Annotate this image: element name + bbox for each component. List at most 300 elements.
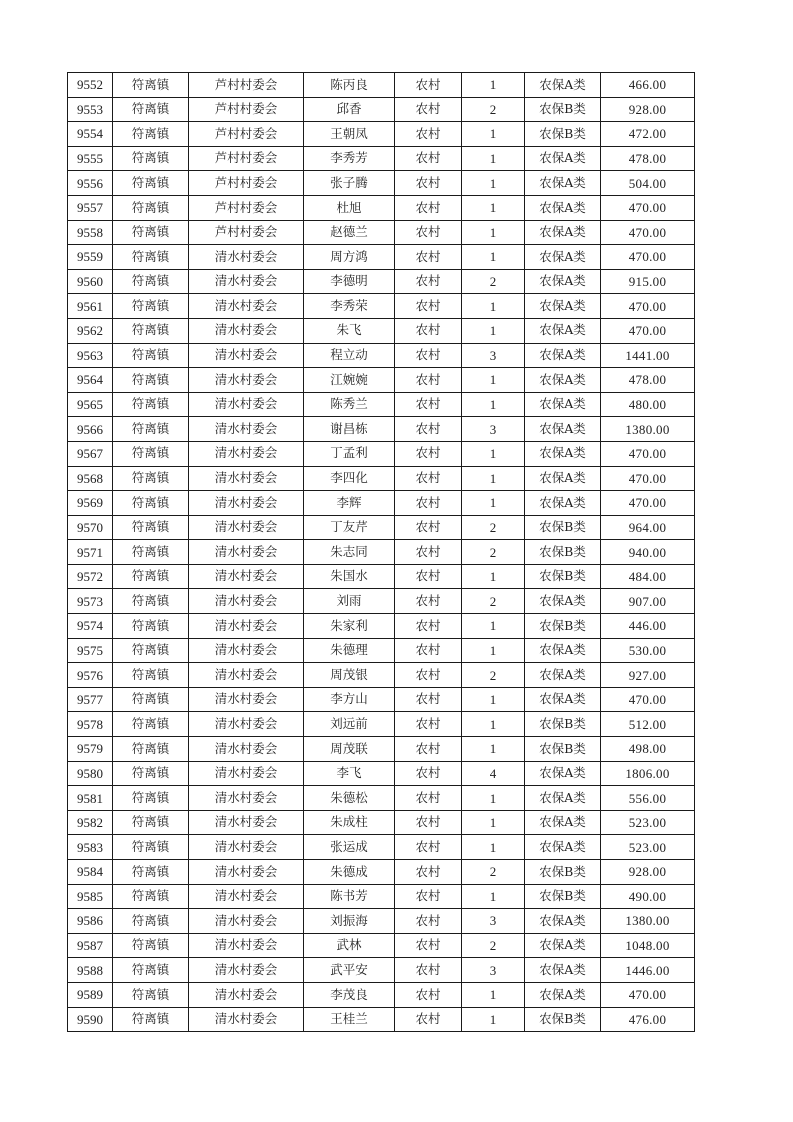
cell-amount: 480.00 bbox=[601, 392, 695, 417]
cell-name: 杜旭 bbox=[304, 195, 395, 220]
cell-category: 农保A类 bbox=[525, 958, 601, 983]
cell-town: 符离镇 bbox=[113, 220, 189, 245]
cell-household-count: 2 bbox=[462, 540, 525, 565]
cell-village: 清水村委会 bbox=[189, 343, 304, 368]
cell-id: 9559 bbox=[68, 245, 113, 270]
cell-type: 农村 bbox=[395, 1007, 462, 1032]
cell-id: 9570 bbox=[68, 515, 113, 540]
cell-id: 9577 bbox=[68, 687, 113, 712]
cell-household-count: 1 bbox=[462, 614, 525, 639]
cell-amount: 928.00 bbox=[601, 860, 695, 885]
cell-name: 王朝凤 bbox=[304, 122, 395, 147]
table-row bbox=[68, 982, 695, 1007]
cell-household-count: 1 bbox=[462, 318, 525, 343]
cell-household-count: 1 bbox=[462, 171, 525, 196]
cell-amount: 1446.00 bbox=[601, 958, 695, 983]
cell-type: 农村 bbox=[395, 392, 462, 417]
cell-village: 清水村委会 bbox=[189, 441, 304, 466]
cell-category: 农保A类 bbox=[525, 835, 601, 860]
cell-name: 丁友芹 bbox=[304, 515, 395, 540]
table-row bbox=[68, 269, 695, 294]
cell-village: 清水村委会 bbox=[189, 761, 304, 786]
cell-type: 农村 bbox=[395, 540, 462, 565]
cell-category: 农保A类 bbox=[525, 171, 601, 196]
cell-amount: 470.00 bbox=[601, 982, 695, 1007]
cell-village: 清水村委会 bbox=[189, 786, 304, 811]
cell-name: 李茂良 bbox=[304, 982, 395, 1007]
cell-village: 芦村村委会 bbox=[189, 195, 304, 220]
cell-town: 符离镇 bbox=[113, 958, 189, 983]
cell-id: 9556 bbox=[68, 171, 113, 196]
cell-id: 9563 bbox=[68, 343, 113, 368]
cell-category: 农保A类 bbox=[525, 687, 601, 712]
cell-amount: 470.00 bbox=[601, 220, 695, 245]
cell-household-count: 2 bbox=[462, 663, 525, 688]
table-row bbox=[68, 318, 695, 343]
cell-category: 农保A类 bbox=[525, 589, 601, 614]
cell-type: 农村 bbox=[395, 368, 462, 393]
cell-name: 邱香 bbox=[304, 97, 395, 122]
cell-name: 丁孟利 bbox=[304, 441, 395, 466]
cell-category: 农保A类 bbox=[525, 491, 601, 516]
cell-type: 农村 bbox=[395, 884, 462, 909]
cell-village: 清水村委会 bbox=[189, 958, 304, 983]
cell-type: 农村 bbox=[395, 638, 462, 663]
cell-amount: 470.00 bbox=[601, 491, 695, 516]
cell-id: 9588 bbox=[68, 958, 113, 983]
cell-name: 李辉 bbox=[304, 491, 395, 516]
cell-category: 农保A类 bbox=[525, 909, 601, 934]
cell-type: 农村 bbox=[395, 515, 462, 540]
cell-id: 9587 bbox=[68, 933, 113, 958]
cell-household-count: 1 bbox=[462, 884, 525, 909]
cell-type: 农村 bbox=[395, 97, 462, 122]
cell-type: 农村 bbox=[395, 589, 462, 614]
table-row bbox=[68, 220, 695, 245]
cell-town: 符离镇 bbox=[113, 589, 189, 614]
cell-amount: 964.00 bbox=[601, 515, 695, 540]
cell-name: 李方山 bbox=[304, 687, 395, 712]
cell-category: 农保A类 bbox=[525, 933, 601, 958]
cell-type: 农村 bbox=[395, 122, 462, 147]
cell-household-count: 1 bbox=[462, 195, 525, 220]
cell-name: 朱德松 bbox=[304, 786, 395, 811]
table-row bbox=[68, 343, 695, 368]
cell-name: 李四化 bbox=[304, 466, 395, 491]
cell-id: 9578 bbox=[68, 712, 113, 737]
cell-amount: 470.00 bbox=[601, 294, 695, 319]
cell-name: 武林 bbox=[304, 933, 395, 958]
cell-amount: 470.00 bbox=[601, 466, 695, 491]
cell-village: 清水村委会 bbox=[189, 687, 304, 712]
cell-amount: 1380.00 bbox=[601, 909, 695, 934]
cell-name: 朱国水 bbox=[304, 564, 395, 589]
cell-category: 农保A类 bbox=[525, 294, 601, 319]
cell-village: 清水村委会 bbox=[189, 540, 304, 565]
cell-village: 芦村村委会 bbox=[189, 122, 304, 147]
cell-amount: 470.00 bbox=[601, 318, 695, 343]
table-row bbox=[68, 737, 695, 762]
table-row bbox=[68, 1007, 695, 1032]
cell-id: 9580 bbox=[68, 761, 113, 786]
cell-town: 符离镇 bbox=[113, 245, 189, 270]
cell-town: 符离镇 bbox=[113, 195, 189, 220]
table-row bbox=[68, 860, 695, 885]
cell-type: 农村 bbox=[395, 810, 462, 835]
cell-household-count: 1 bbox=[462, 687, 525, 712]
table-row bbox=[68, 540, 695, 565]
cell-village: 清水村委会 bbox=[189, 860, 304, 885]
cell-town: 符离镇 bbox=[113, 663, 189, 688]
cell-town: 符离镇 bbox=[113, 318, 189, 343]
cell-category: 农保B类 bbox=[525, 515, 601, 540]
cell-id: 9566 bbox=[68, 417, 113, 442]
table-row bbox=[68, 392, 695, 417]
cell-category: 农保A类 bbox=[525, 392, 601, 417]
beneficiary-table bbox=[67, 72, 695, 1032]
cell-category: 农保A类 bbox=[525, 146, 601, 171]
cell-household-count: 3 bbox=[462, 417, 525, 442]
cell-amount: 470.00 bbox=[601, 195, 695, 220]
cell-type: 农村 bbox=[395, 909, 462, 934]
table-row bbox=[68, 417, 695, 442]
cell-id: 9572 bbox=[68, 564, 113, 589]
cell-name: 江婉婉 bbox=[304, 368, 395, 393]
cell-type: 农村 bbox=[395, 417, 462, 442]
cell-id: 9576 bbox=[68, 663, 113, 688]
cell-category: 农保A类 bbox=[525, 220, 601, 245]
cell-id: 9574 bbox=[68, 614, 113, 639]
cell-amount: 504.00 bbox=[601, 171, 695, 196]
cell-village: 芦村村委会 bbox=[189, 73, 304, 98]
cell-town: 符离镇 bbox=[113, 1007, 189, 1032]
cell-category: 农保A类 bbox=[525, 810, 601, 835]
cell-id: 9562 bbox=[68, 318, 113, 343]
cell-village: 清水村委会 bbox=[189, 294, 304, 319]
cell-village: 清水村委会 bbox=[189, 318, 304, 343]
cell-category: 农保A类 bbox=[525, 663, 601, 688]
table-row bbox=[68, 122, 695, 147]
cell-id: 9553 bbox=[68, 97, 113, 122]
cell-household-count: 2 bbox=[462, 269, 525, 294]
cell-type: 农村 bbox=[395, 737, 462, 762]
cell-household-count: 3 bbox=[462, 909, 525, 934]
cell-name: 李秀荣 bbox=[304, 294, 395, 319]
cell-household-count: 1 bbox=[462, 368, 525, 393]
cell-amount: 556.00 bbox=[601, 786, 695, 811]
cell-amount: 907.00 bbox=[601, 589, 695, 614]
cell-type: 农村 bbox=[395, 712, 462, 737]
cell-id: 9557 bbox=[68, 195, 113, 220]
cell-household-count: 2 bbox=[462, 860, 525, 885]
cell-name: 朱家利 bbox=[304, 614, 395, 639]
cell-village: 芦村村委会 bbox=[189, 220, 304, 245]
cell-town: 符离镇 bbox=[113, 884, 189, 909]
cell-household-count: 1 bbox=[462, 982, 525, 1007]
cell-amount: 940.00 bbox=[601, 540, 695, 565]
cell-category: 农保B类 bbox=[525, 884, 601, 909]
cell-town: 符离镇 bbox=[113, 146, 189, 171]
cell-amount: 523.00 bbox=[601, 810, 695, 835]
cell-type: 农村 bbox=[395, 614, 462, 639]
table-body bbox=[68, 73, 695, 1032]
cell-id: 9568 bbox=[68, 466, 113, 491]
table-row bbox=[68, 368, 695, 393]
cell-type: 农村 bbox=[395, 318, 462, 343]
cell-name: 谢昌栋 bbox=[304, 417, 395, 442]
table-row bbox=[68, 73, 695, 98]
table-row bbox=[68, 614, 695, 639]
cell-category: 农保A类 bbox=[525, 761, 601, 786]
cell-town: 符离镇 bbox=[113, 614, 189, 639]
cell-village: 清水村委会 bbox=[189, 712, 304, 737]
cell-category: 农保A类 bbox=[525, 466, 601, 491]
table-row bbox=[68, 712, 695, 737]
table-row bbox=[68, 589, 695, 614]
cell-id: 9586 bbox=[68, 909, 113, 934]
cell-id: 9589 bbox=[68, 982, 113, 1007]
cell-town: 符离镇 bbox=[113, 392, 189, 417]
table-row bbox=[68, 564, 695, 589]
cell-village: 清水村委会 bbox=[189, 417, 304, 442]
cell-household-count: 1 bbox=[462, 73, 525, 98]
cell-type: 农村 bbox=[395, 146, 462, 171]
cell-household-count: 1 bbox=[462, 122, 525, 147]
table-row bbox=[68, 786, 695, 811]
cell-household-count: 1 bbox=[462, 810, 525, 835]
cell-household-count: 1 bbox=[462, 564, 525, 589]
cell-type: 农村 bbox=[395, 220, 462, 245]
cell-id: 9571 bbox=[68, 540, 113, 565]
cell-household-count: 1 bbox=[462, 835, 525, 860]
cell-amount: 915.00 bbox=[601, 269, 695, 294]
cell-household-count: 1 bbox=[462, 441, 525, 466]
cell-amount: 927.00 bbox=[601, 663, 695, 688]
cell-amount: 466.00 bbox=[601, 73, 695, 98]
cell-town: 符离镇 bbox=[113, 810, 189, 835]
table-row bbox=[68, 441, 695, 466]
cell-category: 农保B类 bbox=[525, 540, 601, 565]
cell-amount: 1380.00 bbox=[601, 417, 695, 442]
cell-category: 农保A类 bbox=[525, 245, 601, 270]
cell-household-count: 1 bbox=[462, 737, 525, 762]
cell-category: 农保B类 bbox=[525, 737, 601, 762]
cell-amount: 472.00 bbox=[601, 122, 695, 147]
cell-category: 农保B类 bbox=[525, 122, 601, 147]
cell-name: 刘振海 bbox=[304, 909, 395, 934]
cell-type: 农村 bbox=[395, 687, 462, 712]
cell-town: 符离镇 bbox=[113, 540, 189, 565]
cell-id: 9561 bbox=[68, 294, 113, 319]
cell-category: 农保A类 bbox=[525, 786, 601, 811]
cell-household-count: 3 bbox=[462, 343, 525, 368]
cell-household-count: 2 bbox=[462, 589, 525, 614]
cell-amount: 498.00 bbox=[601, 737, 695, 762]
cell-name: 程立动 bbox=[304, 343, 395, 368]
cell-id: 9585 bbox=[68, 884, 113, 909]
cell-town: 符离镇 bbox=[113, 687, 189, 712]
cell-town: 符离镇 bbox=[113, 171, 189, 196]
cell-id: 9584 bbox=[68, 860, 113, 885]
cell-type: 农村 bbox=[395, 958, 462, 983]
cell-name: 周方鸿 bbox=[304, 245, 395, 270]
cell-type: 农村 bbox=[395, 195, 462, 220]
cell-village: 芦村村委会 bbox=[189, 146, 304, 171]
cell-amount: 470.00 bbox=[601, 441, 695, 466]
cell-category: 农保A类 bbox=[525, 195, 601, 220]
cell-type: 农村 bbox=[395, 245, 462, 270]
cell-name: 朱德理 bbox=[304, 638, 395, 663]
cell-household-count: 1 bbox=[462, 245, 525, 270]
cell-category: 农保A类 bbox=[525, 318, 601, 343]
cell-town: 符离镇 bbox=[113, 737, 189, 762]
cell-type: 农村 bbox=[395, 441, 462, 466]
cell-type: 农村 bbox=[395, 835, 462, 860]
cell-name: 武平安 bbox=[304, 958, 395, 983]
cell-village: 芦村村委会 bbox=[189, 97, 304, 122]
cell-id: 9583 bbox=[68, 835, 113, 860]
cell-village: 清水村委会 bbox=[189, 466, 304, 491]
cell-village: 清水村委会 bbox=[189, 663, 304, 688]
cell-id: 9555 bbox=[68, 146, 113, 171]
cell-village: 清水村委会 bbox=[189, 1007, 304, 1032]
cell-type: 农村 bbox=[395, 343, 462, 368]
cell-town: 符离镇 bbox=[113, 97, 189, 122]
cell-type: 农村 bbox=[395, 269, 462, 294]
cell-type: 农村 bbox=[395, 73, 462, 98]
cell-name: 陈秀兰 bbox=[304, 392, 395, 417]
cell-town: 符离镇 bbox=[113, 343, 189, 368]
cell-category: 农保A类 bbox=[525, 417, 601, 442]
cell-category: 农保A类 bbox=[525, 269, 601, 294]
cell-amount: 1441.00 bbox=[601, 343, 695, 368]
cell-name: 朱飞 bbox=[304, 318, 395, 343]
cell-village: 清水村委会 bbox=[189, 835, 304, 860]
cell-id: 9567 bbox=[68, 441, 113, 466]
cell-type: 农村 bbox=[395, 564, 462, 589]
cell-type: 农村 bbox=[395, 982, 462, 1007]
cell-household-count: 1 bbox=[462, 466, 525, 491]
cell-village: 芦村村委会 bbox=[189, 171, 304, 196]
cell-name: 朱志同 bbox=[304, 540, 395, 565]
cell-category: 农保B类 bbox=[525, 712, 601, 737]
cell-town: 符离镇 bbox=[113, 491, 189, 516]
cell-id: 9575 bbox=[68, 638, 113, 663]
cell-household-count: 1 bbox=[462, 392, 525, 417]
cell-household-count: 2 bbox=[462, 933, 525, 958]
cell-amount: 523.00 bbox=[601, 835, 695, 860]
table-row bbox=[68, 171, 695, 196]
cell-name: 周茂联 bbox=[304, 737, 395, 762]
table-row bbox=[68, 958, 695, 983]
cell-household-count: 1 bbox=[462, 712, 525, 737]
cell-household-count: 4 bbox=[462, 761, 525, 786]
table-row bbox=[68, 195, 695, 220]
cell-type: 农村 bbox=[395, 860, 462, 885]
cell-household-count: 1 bbox=[462, 786, 525, 811]
cell-household-count: 2 bbox=[462, 515, 525, 540]
cell-town: 符离镇 bbox=[113, 417, 189, 442]
cell-village: 清水村委会 bbox=[189, 392, 304, 417]
cell-id: 9579 bbox=[68, 737, 113, 762]
table-row bbox=[68, 663, 695, 688]
cell-id: 9560 bbox=[68, 269, 113, 294]
cell-town: 符离镇 bbox=[113, 466, 189, 491]
cell-amount: 1806.00 bbox=[601, 761, 695, 786]
cell-household-count: 1 bbox=[462, 638, 525, 663]
table-row bbox=[68, 933, 695, 958]
cell-category: 农保B类 bbox=[525, 1007, 601, 1032]
cell-name: 李飞 bbox=[304, 761, 395, 786]
cell-category: 农保A类 bbox=[525, 368, 601, 393]
cell-category: 农保B类 bbox=[525, 97, 601, 122]
cell-type: 农村 bbox=[395, 663, 462, 688]
cell-town: 符离镇 bbox=[113, 835, 189, 860]
cell-id: 9581 bbox=[68, 786, 113, 811]
table-row bbox=[68, 146, 695, 171]
table-row bbox=[68, 491, 695, 516]
cell-household-count: 1 bbox=[462, 491, 525, 516]
cell-village: 清水村委会 bbox=[189, 245, 304, 270]
table-row bbox=[68, 97, 695, 122]
table-row bbox=[68, 761, 695, 786]
cell-amount: 490.00 bbox=[601, 884, 695, 909]
cell-town: 符离镇 bbox=[113, 294, 189, 319]
cell-village: 清水村委会 bbox=[189, 909, 304, 934]
cell-town: 符离镇 bbox=[113, 712, 189, 737]
table-row bbox=[68, 638, 695, 663]
cell-amount: 928.00 bbox=[601, 97, 695, 122]
cell-name: 王桂兰 bbox=[304, 1007, 395, 1032]
cell-id: 9564 bbox=[68, 368, 113, 393]
cell-type: 农村 bbox=[395, 933, 462, 958]
cell-name: 张子腾 bbox=[304, 171, 395, 196]
cell-amount: 470.00 bbox=[601, 687, 695, 712]
cell-village: 清水村委会 bbox=[189, 982, 304, 1007]
cell-id: 9565 bbox=[68, 392, 113, 417]
cell-name: 周茂银 bbox=[304, 663, 395, 688]
cell-village: 清水村委会 bbox=[189, 564, 304, 589]
cell-category: 农保A类 bbox=[525, 982, 601, 1007]
cell-amount: 1048.00 bbox=[601, 933, 695, 958]
cell-village: 清水村委会 bbox=[189, 368, 304, 393]
cell-amount: 484.00 bbox=[601, 564, 695, 589]
table-row bbox=[68, 884, 695, 909]
cell-id: 9582 bbox=[68, 810, 113, 835]
cell-village: 清水村委会 bbox=[189, 810, 304, 835]
cell-amount: 478.00 bbox=[601, 146, 695, 171]
cell-village: 清水村委会 bbox=[189, 884, 304, 909]
cell-name: 刘雨 bbox=[304, 589, 395, 614]
cell-category: 农保B类 bbox=[525, 614, 601, 639]
cell-town: 符离镇 bbox=[113, 73, 189, 98]
cell-name: 朱德成 bbox=[304, 860, 395, 885]
cell-id: 9590 bbox=[68, 1007, 113, 1032]
table-row bbox=[68, 909, 695, 934]
table-row bbox=[68, 687, 695, 712]
table-row bbox=[68, 810, 695, 835]
cell-category: 农保B类 bbox=[525, 564, 601, 589]
cell-name: 李秀芳 bbox=[304, 146, 395, 171]
cell-name: 赵德兰 bbox=[304, 220, 395, 245]
cell-amount: 470.00 bbox=[601, 245, 695, 270]
cell-type: 农村 bbox=[395, 294, 462, 319]
cell-town: 符离镇 bbox=[113, 564, 189, 589]
table-row bbox=[68, 515, 695, 540]
cell-village: 清水村委会 bbox=[189, 491, 304, 516]
cell-category: 农保A类 bbox=[525, 343, 601, 368]
cell-village: 清水村委会 bbox=[189, 269, 304, 294]
